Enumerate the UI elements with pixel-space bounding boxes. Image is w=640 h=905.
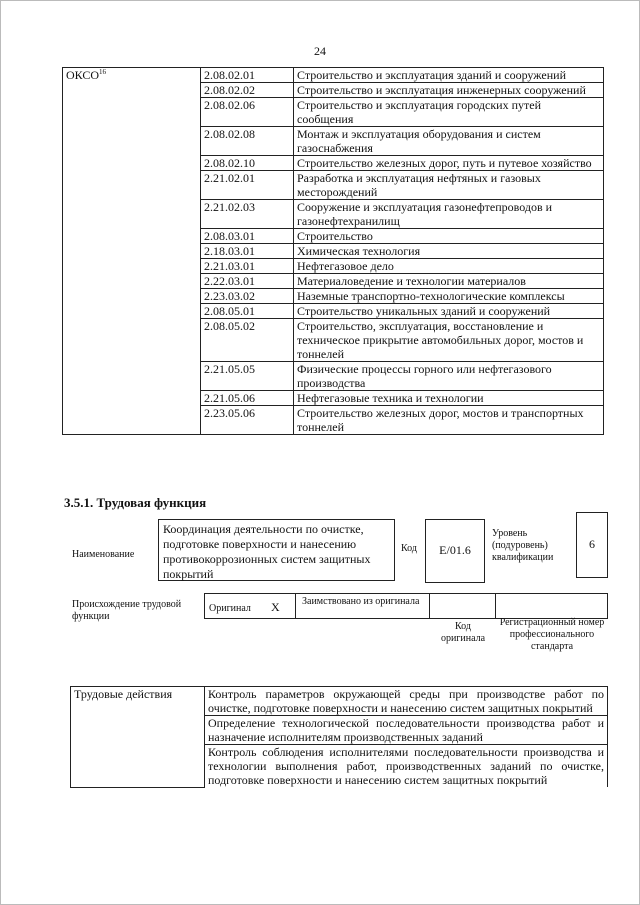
labor-actions-table [70,686,608,788]
okso-specialty-name: Сооружение и эксплуатация газонефтепроводов и газонефтехранилищ [294,200,604,229]
okso-label: ОКСО [66,68,100,82]
okso-code: 2.23.05.06 [201,406,294,435]
okso-code: 2.08.02.10 [201,156,294,171]
okso-specialty-name: Строительство, эксплуатация, восстановление и техническое прикрытие автомобильных дорог, мостов и тоннелей [294,319,604,362]
okso-specialty-name: Строительство железных дорог, путь и путевое хозяйство [294,156,604,171]
okso-code: 2.08.02.01 [201,68,294,83]
okso-specialty-name: Разработка и эксплуатация нефтяных и газовых месторождений [294,171,604,200]
okso-code: 2.08.05.01 [201,304,294,319]
okso-code: 2.22.03.01 [201,274,294,289]
okso-table [62,67,604,435]
code-original-caption: Код оригинала [440,621,486,644]
okso-row [63,68,604,83]
okso-specialty-name: Строительство и эксплуатация городских путей сообщения [294,98,604,127]
okso-code: 2.18.03.01 [201,244,294,259]
okso-specialty-name: Монтаж и эксплуатация оборудования и систем газоснабжения [294,127,604,156]
okso-specialty-name: Строительство и эксплуатация зданий и сооружений [294,68,604,83]
okso-specialty-name: Наземные транспортно-технологические комплексы [294,289,604,304]
okso-specialty-name: Строительство уникальных зданий и сооружений [294,304,604,319]
okso-specialty-name: Материаловедение и технологии материалов [294,274,604,289]
code-original-cell [429,593,496,619]
okso-code: 2.21.03.01 [201,259,294,274]
okso-code: 2.21.05.05 [201,362,294,391]
okso-specialty-name: Нефтегазовое дело [294,259,604,274]
level-label: Уровень (подуровень) квалификации [492,528,554,563]
code-label: Код [401,543,417,554]
reg-number-cell [495,593,608,619]
okso-code: 2.21.02.01 [201,171,294,200]
okso-specialty-name: Химическая технология [294,244,604,259]
okso-footnote-ref: 16 [99,68,107,76]
original-mark: X [271,600,280,614]
okso-code: 2.23.03.02 [201,289,294,304]
okso-code: 2.08.02.08 [201,127,294,156]
okso-code: 2.08.03.01 [201,229,294,244]
okso-code: 2.21.05.06 [201,391,294,406]
original-label: Оригинал [209,603,251,614]
labor-actions-header: Трудовые действия [71,687,205,788]
okso-specialty-name: Строительство железных дорог, мостов и транспортных тоннелей [294,406,604,435]
okso-code: 2.21.02.03 [201,200,294,229]
name-label: Наименование [72,549,135,560]
okso-specialty-name: Физические процессы горного или нефтегазового производства [294,362,604,391]
labor-action-item: Определение технологической последовательности производства работ и назначение исполнителям производственных заданий [205,716,608,745]
labor-action-item: Контроль параметров окружающей среды при производстве работ по очистке, подготовке поверхности и нанесению систем защитных покрытий [205,687,608,716]
okso-specialty-name: Строительство и эксплуатация инженерных сооружений [294,83,604,98]
okso-code: 2.08.02.06 [201,98,294,127]
okso-specialty-name: Строительство [294,229,604,244]
function-name-value: Координация деятельности по очистке, подготовке поверхности и нанесению противокоррозионных систем защитных покрытий [158,519,395,581]
reg-number-caption: Регистрационный номер профессионального стандарта [499,617,605,652]
borrowed-label: Заимствовано из оригинала [302,596,420,607]
origin-label: Происхождение трудовой функции [72,599,182,622]
okso-code: 2.08.05.02 [201,319,294,362]
section-title: 3.5.1. Трудовая функция [64,495,207,510]
level-value: 6 [576,512,608,578]
okso-specialty-name: Нефтегазовые техника и технологии [294,391,604,406]
okso-code: 2.08.02.02 [201,83,294,98]
okso-label-cell [63,68,201,435]
code-value: E/01.6 [425,519,485,583]
labor-action-item: Контроль соблюдения исполнителями последовательности производства и технологии выполнения работ, производственных заданий по очистке, подготовке поверхности и нанесению систем защитных покрытий [205,745,608,788]
page-number: 24 [314,44,326,58]
